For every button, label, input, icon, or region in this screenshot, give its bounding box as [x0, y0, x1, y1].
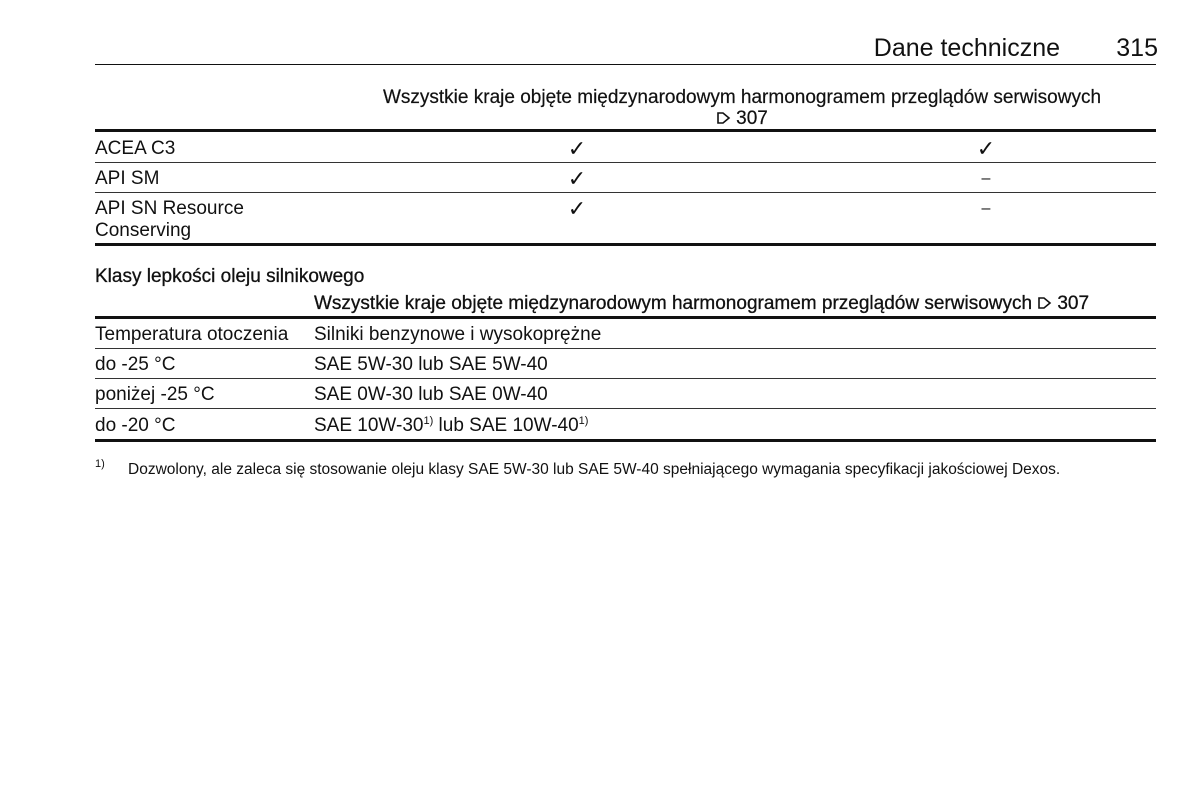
table-rule-top	[95, 129, 1156, 132]
check-mark-icon: ✓	[567, 196, 587, 221]
table-rule-bottom	[95, 243, 1156, 246]
viscosity-table-header-text: Wszystkie kraje objęte międzynarodowym harmonogramem przeglądów serwisowych	[314, 293, 1033, 314]
table-row-divider	[95, 192, 1156, 193]
page-section-title: Dane techniczne	[873, 34, 1060, 62]
spec-row-label-continued: Conserving	[95, 220, 192, 241]
spec-table-header	[350, 87, 1134, 129]
reference-arrow-icon	[1037, 295, 1053, 311]
page-number: 315	[1116, 34, 1158, 62]
table-row-divider	[95, 162, 1156, 163]
table-rule-bottom	[95, 439, 1156, 442]
oil-grade-a: SAE 10W-30	[314, 415, 424, 436]
check-mark-icon: ✓	[976, 136, 996, 161]
column-header-temperature: Temperatura otoczenia	[95, 324, 289, 345]
table-row-divider	[95, 378, 1156, 379]
oil-grade-value: SAE 0W-30 lub SAE 0W-40	[314, 384, 548, 405]
check-mark-icon: ✓	[567, 166, 587, 191]
viscosity-section-title: Klasy lepkości oleju silnikowego	[95, 266, 365, 287]
oil-grade-b: lub SAE 10W-40	[433, 415, 579, 436]
oil-grade-value: SAE 5W-30 lub SAE 5W-40	[314, 354, 548, 375]
header-divider	[95, 64, 1156, 65]
check-mark-icon: ✓	[567, 136, 587, 161]
footnote-marker: 1)	[95, 458, 105, 470]
viscosity-table-header	[314, 293, 1089, 315]
table-row-divider	[95, 348, 1156, 349]
viscosity-table-header-reference[interactable]	[1037, 293, 1089, 314]
footnote-reference[interactable]: 1)	[423, 415, 434, 427]
spec-row-label: API SN Resource	[95, 198, 244, 219]
spec-table-header-reference[interactable]	[350, 108, 1134, 129]
column-header-engines: Silniki benzynowe i wysokoprężne	[314, 324, 602, 345]
dash-value: –	[981, 200, 991, 217]
temperature-value: do -25 °C	[95, 354, 176, 375]
table-row-divider	[95, 408, 1156, 409]
table-rule-top	[95, 316, 1156, 319]
spec-table-header-page-ref: 307	[736, 108, 768, 129]
dash-value: –	[981, 170, 991, 187]
viscosity-table-header-page-ref: 307	[1057, 293, 1090, 314]
reference-arrow-icon	[716, 110, 732, 126]
footnote-reference[interactable]: 1)	[578, 415, 589, 427]
spec-row-label: ACEA C3	[95, 138, 176, 159]
temperature-value: poniżej -25 °C	[95, 384, 215, 405]
footnote-text: Dozwolony, ale zaleca się stosowanie oleju klasy SAE 5W-30 lub SAE 5W-40 spełniającego wymagania specyfikacji jakościowej Dexos.	[128, 461, 1061, 478]
temperature-value: do -20 °C	[95, 415, 176, 436]
spec-row-label: API SM	[95, 168, 160, 189]
spec-table-header-text: Wszystkie kraje objęte międzynarodowym harmonogramem przeglądów serwisowych	[382, 87, 1102, 108]
oil-grade-value	[314, 415, 588, 437]
